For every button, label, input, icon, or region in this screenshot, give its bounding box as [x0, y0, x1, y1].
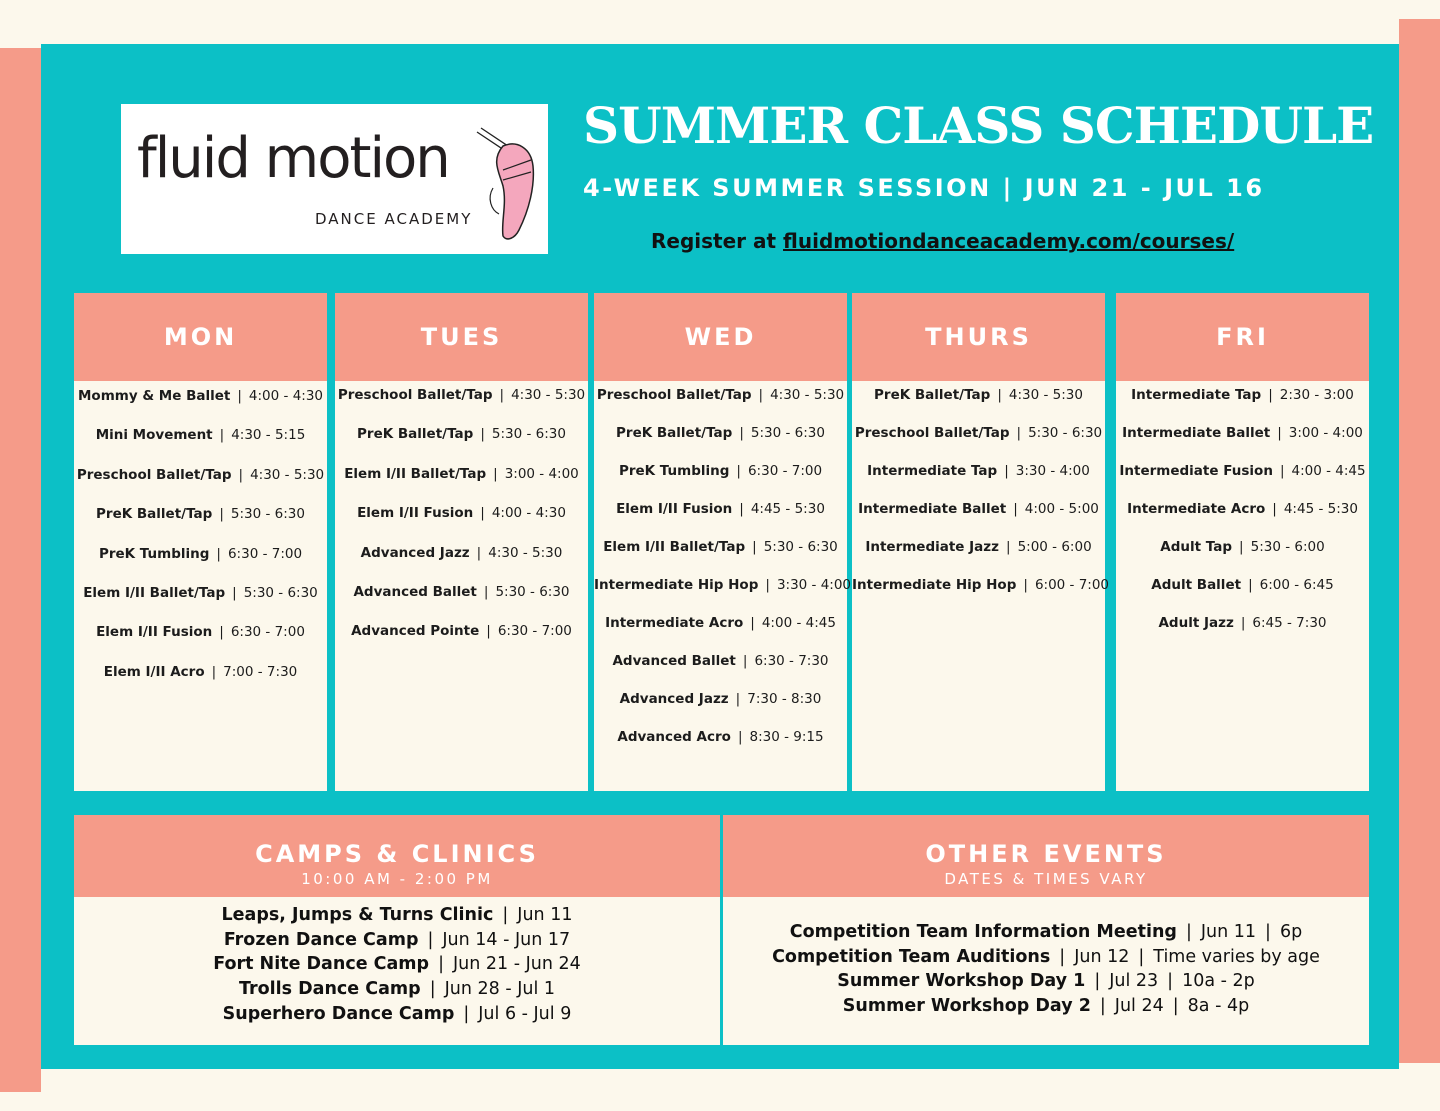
separator: | [1013, 501, 1018, 517]
class-time: 4:30 - 5:15 [231, 427, 306, 444]
class-row [335, 505, 588, 521]
class-row [852, 425, 1105, 441]
events-item-detail: Jul 24 [1114, 996, 1164, 1017]
class-time: 6:00 - 6:45 [1259, 577, 1334, 593]
class-name: Advanced Acro [617, 729, 731, 745]
separator: | [1099, 996, 1106, 1017]
separator: | [1138, 946, 1145, 967]
class-time: 4:30 - 5:30 [770, 387, 845, 403]
class-row [594, 463, 847, 479]
class-name: Elem I/II Fusion [96, 624, 213, 641]
class-row [74, 467, 327, 483]
day-header: MON [74, 293, 327, 381]
class-row [74, 388, 327, 404]
events-item-name: Competition Team Auditions [772, 946, 1051, 967]
class-row [1116, 463, 1369, 479]
class-time: 4:30 - 5:30 [488, 544, 563, 561]
class-time: 5:30 - 6:30 [495, 584, 570, 600]
class-time: 4:00 - 4:45 [761, 615, 836, 631]
class-row [594, 387, 847, 403]
class-row [74, 624, 327, 640]
camps-item [74, 979, 720, 999]
separator: | [742, 653, 748, 669]
camps-item-name: Leaps, Jumps & Turns Clinic [221, 905, 494, 925]
class-time: 8:30 - 9:15 [749, 729, 824, 745]
events-item [723, 947, 1369, 967]
class-time: 6:30 - 7:00 [230, 624, 305, 641]
class-row [335, 387, 588, 403]
class-time: 4:45 - 5:30 [750, 501, 825, 517]
separator: | [1279, 463, 1285, 479]
class-name: Advanced Jazz [360, 544, 470, 561]
class-row [852, 501, 1105, 517]
class-name: PreK Tumbling [98, 545, 210, 562]
class-time: 5:30 - 6:30 [243, 585, 318, 601]
class-time: 3:00 - 4:00 [504, 465, 579, 482]
separator: | [1004, 463, 1009, 479]
class-row [1116, 577, 1369, 593]
class-row [74, 427, 327, 443]
class-row [852, 539, 1105, 555]
separator: | [1023, 577, 1028, 593]
right-stripe [1399, 19, 1440, 1063]
class-row [1116, 501, 1369, 517]
separator: | [737, 729, 743, 745]
register-line [651, 229, 1234, 253]
separator: | [1272, 501, 1277, 517]
class-name: Adult Ballet [1151, 577, 1242, 593]
class-name: PreK Ballet/Tap [616, 425, 733, 441]
separator: | [758, 387, 764, 403]
camps-item-name: Superhero Dance Camp [222, 1003, 455, 1024]
class-row [335, 466, 588, 482]
separator: | [483, 584, 489, 600]
separator: | [1094, 971, 1101, 992]
class-row [594, 615, 847, 631]
class-row [852, 463, 1105, 479]
day-header: FRI [1116, 293, 1369, 381]
events-subtitle: DATES & TIMES VARY [944, 870, 1148, 888]
class-row [594, 691, 847, 707]
separator: | [238, 466, 244, 483]
class-row [74, 664, 327, 680]
class-name: Intermediate Jazz [865, 539, 1000, 555]
day-header: TUES [335, 293, 588, 381]
camps-item-detail: Jun 28 - Jul 1 [444, 979, 556, 1000]
class-name: Elem I/II Acro [103, 663, 205, 680]
class-time: 6:30 - 7:00 [747, 463, 823, 479]
class-name: Advanced Ballet [353, 584, 477, 600]
separator: | [765, 577, 770, 593]
class-name: PreK Ballet/Tap [96, 506, 213, 523]
class-time: 3:00 - 4:00 [1288, 425, 1363, 441]
class-name: Intermediate Hip Hop [594, 577, 759, 593]
separator: | [1016, 425, 1022, 441]
camps-subtitle: 10:00 AM - 2:00 PM [301, 870, 493, 888]
class-name: Preschool Ballet/Tap [76, 466, 232, 483]
class-row [594, 501, 847, 517]
class-name: Preschool Ballet/Tap [854, 425, 1010, 441]
separator: | [476, 544, 482, 561]
events-item-name: Competition Team Information Meeting [789, 922, 1177, 942]
separator: | [997, 387, 1002, 403]
class-time: 7:00 - 7:30 [223, 663, 298, 680]
separator: | [1239, 539, 1244, 555]
class-name: Intermediate Acro [1127, 501, 1266, 517]
camps-item-detail: Jun 11 [517, 905, 573, 925]
class-name: Adult Jazz [1158, 615, 1234, 631]
pointe-shoe-icon [473, 126, 543, 246]
class-time: 5:30 - 6:30 [491, 426, 566, 443]
separator: | [429, 979, 436, 1000]
class-time: 6:30 - 7:00 [497, 623, 572, 640]
day-column-mon [74, 293, 327, 791]
class-time: 4:30 - 5:30 [250, 466, 325, 483]
class-name: Intermediate Fusion [1119, 463, 1273, 479]
events-item-detail: Jul 23 [1109, 971, 1159, 992]
class-row [74, 506, 327, 522]
separator: | [1059, 946, 1066, 967]
camps-item-detail: Jun 14 - Jun 17 [442, 929, 571, 950]
day-header: WED [594, 293, 847, 381]
camps-item [74, 930, 720, 950]
class-time: 3:30 - 4:00 [776, 577, 852, 593]
class-row [594, 729, 847, 745]
camps-box [74, 815, 720, 1045]
events-item-detail: 6p [1279, 922, 1303, 942]
session-subtitle: 4-WEEK SUMMER SESSION | JUN 21 - JUL 16 [583, 174, 1265, 202]
page-title: SUMMER CLASS SCHEDULE [583, 96, 1374, 155]
class-time: 4:00 - 4:45 [1291, 463, 1366, 479]
class-name: Elem I/II Ballet/Tap [344, 465, 487, 482]
class-row [74, 546, 327, 562]
class-name: Intermediate Acro [605, 615, 744, 631]
separator: | [1268, 387, 1273, 403]
class-time: 4:00 - 5:00 [1024, 501, 1099, 517]
class-name: Mini Movement [95, 427, 213, 444]
class-time: 5:30 - 6:30 [763, 539, 838, 555]
camps-item [74, 905, 720, 925]
class-time: 4:30 - 5:30 [1008, 387, 1083, 403]
events-item-detail: Jun 11 [1200, 922, 1257, 942]
separator: | [735, 691, 741, 707]
separator: | [499, 387, 505, 403]
class-time: 3:30 - 4:00 [1015, 463, 1090, 479]
day-column-thurs [852, 293, 1110, 791]
separator: | [211, 663, 217, 680]
class-name: Elem I/II Fusion [616, 501, 733, 517]
events-item-detail: Time varies by age [1153, 946, 1320, 967]
separator: | [739, 425, 744, 441]
separator: | [493, 465, 498, 482]
class-row [1116, 615, 1369, 631]
class-time: 5:00 - 6:00 [1017, 539, 1092, 555]
class-row [594, 425, 847, 441]
class-row [594, 577, 852, 593]
class-row [852, 387, 1105, 403]
logo [121, 104, 548, 254]
class-time: 5:30 - 6:30 [750, 425, 825, 441]
class-name: Mommy & Me Ballet [77, 388, 231, 404]
class-row [335, 545, 588, 561]
separator: | [752, 539, 757, 555]
separator: | [1185, 922, 1192, 942]
class-time: 6:45 - 7:30 [1252, 615, 1327, 631]
events-item-name: Summer Workshop Day 1 [837, 971, 1086, 992]
class-name: Intermediate Ballet [858, 501, 1007, 517]
class-time: 7:30 - 8:30 [747, 691, 822, 707]
separator: | [1248, 577, 1253, 593]
class-time: 5:30 - 6:30 [1028, 425, 1103, 441]
separator: | [1006, 539, 1011, 555]
camps-item [74, 954, 720, 974]
separator: | [1167, 971, 1174, 992]
class-time: 5:30 - 6:30 [230, 506, 305, 523]
separator: | [219, 506, 224, 523]
events-item [723, 922, 1369, 942]
class-name: Advanced Ballet [612, 653, 736, 669]
camps-item [74, 1004, 720, 1024]
class-row [74, 585, 327, 601]
logo-brand: fluid motion [137, 126, 449, 191]
events-title: OTHER EVENTS [925, 840, 1167, 868]
class-time: 4:00 - 4:30 [491, 505, 566, 522]
class-time: 6:00 - 7:00 [1034, 577, 1110, 593]
class-name: Adult Tap [1160, 539, 1233, 555]
separator: | [219, 624, 224, 641]
class-row [335, 623, 588, 639]
day-column-tues [335, 293, 588, 791]
class-name: Advanced Jazz [619, 691, 729, 707]
class-row [594, 539, 847, 555]
separator: | [750, 615, 755, 631]
class-name: PreK Ballet/Tap [357, 426, 474, 443]
class-time: 4:30 - 5:30 [511, 387, 586, 403]
separator: | [219, 427, 225, 444]
class-time: 4:00 - 4:30 [248, 388, 324, 404]
class-row [335, 584, 588, 600]
day-column-wed [594, 293, 852, 791]
class-name: Intermediate Tap [1131, 387, 1262, 403]
class-name: Intermediate Tap [867, 463, 998, 479]
class-name: PreK Ballet/Tap [874, 387, 991, 403]
separator: | [739, 501, 744, 517]
left-stripe [0, 48, 41, 1092]
class-row [1116, 539, 1369, 555]
class-row [594, 653, 847, 669]
separator: | [736, 463, 741, 479]
events-item [723, 996, 1369, 1016]
separator: | [1265, 922, 1271, 942]
camps-item-detail: Jun 21 - Jun 24 [452, 954, 581, 975]
separator: | [216, 545, 221, 562]
class-row [1116, 425, 1369, 441]
camps-item-name: Frozen Dance Camp [223, 929, 419, 950]
separator: | [237, 388, 242, 404]
class-name: Elem I/II Ballet/Tap [83, 585, 226, 601]
class-name: Elem I/II Fusion [357, 505, 474, 522]
camps-item-detail: Jul 6 - Jul 9 [478, 1003, 572, 1024]
separator: | [438, 954, 444, 975]
events-header [723, 815, 1369, 897]
class-name: PreK Tumbling [618, 463, 730, 479]
class-row [335, 426, 588, 442]
camps-item-name: Trolls Dance Camp [238, 979, 421, 1000]
class-time: 6:30 - 7:00 [227, 545, 303, 562]
events-item-name: Summer Workshop Day 2 [842, 996, 1091, 1017]
class-time: 2:30 - 3:00 [1279, 387, 1354, 403]
day-column-fri [1116, 293, 1369, 791]
separator: | [232, 585, 237, 601]
separator: | [502, 905, 509, 925]
camps-title: CAMPS & CLINICS [255, 840, 539, 868]
day-header: THURS [852, 293, 1105, 381]
class-row [852, 577, 1110, 593]
events-item-detail: 8a - 4p [1187, 996, 1250, 1017]
class-row [1116, 387, 1369, 403]
separator: | [480, 426, 485, 443]
class-name: Preschool Ballet/Tap [596, 387, 752, 403]
separator: | [480, 505, 485, 522]
register-prefix: Register at [651, 229, 777, 253]
separator: | [427, 929, 434, 950]
class-name: Elem I/II Ballet/Tap [603, 539, 746, 555]
register-link[interactable]: fluidmotiondanceacademy.com/courses/ [783, 229, 1235, 253]
class-time: 4:45 - 5:30 [1283, 501, 1358, 517]
class-name: Intermediate Ballet [1122, 425, 1271, 441]
separator: | [1240, 615, 1246, 631]
camps-item-name: Fort Nite Dance Camp [213, 954, 430, 975]
logo-tagline: DANCE ACADEMY [315, 210, 473, 228]
separator: | [1277, 425, 1282, 441]
class-name: Intermediate Hip Hop [852, 577, 1017, 593]
separator: | [1172, 996, 1179, 1017]
class-name: Preschool Ballet/Tap [337, 387, 493, 403]
separator: | [463, 1003, 470, 1024]
events-box [723, 815, 1369, 1045]
class-name: Advanced Pointe [351, 623, 480, 640]
separator: | [486, 623, 491, 640]
events-item [723, 971, 1369, 991]
events-item-detail: Jun 12 [1074, 946, 1130, 967]
camps-header [74, 815, 720, 897]
class-time: 6:30 - 7:30 [754, 653, 829, 669]
events-item-detail: 10a - 2p [1182, 971, 1255, 992]
class-time: 5:30 - 6:00 [1250, 539, 1325, 555]
